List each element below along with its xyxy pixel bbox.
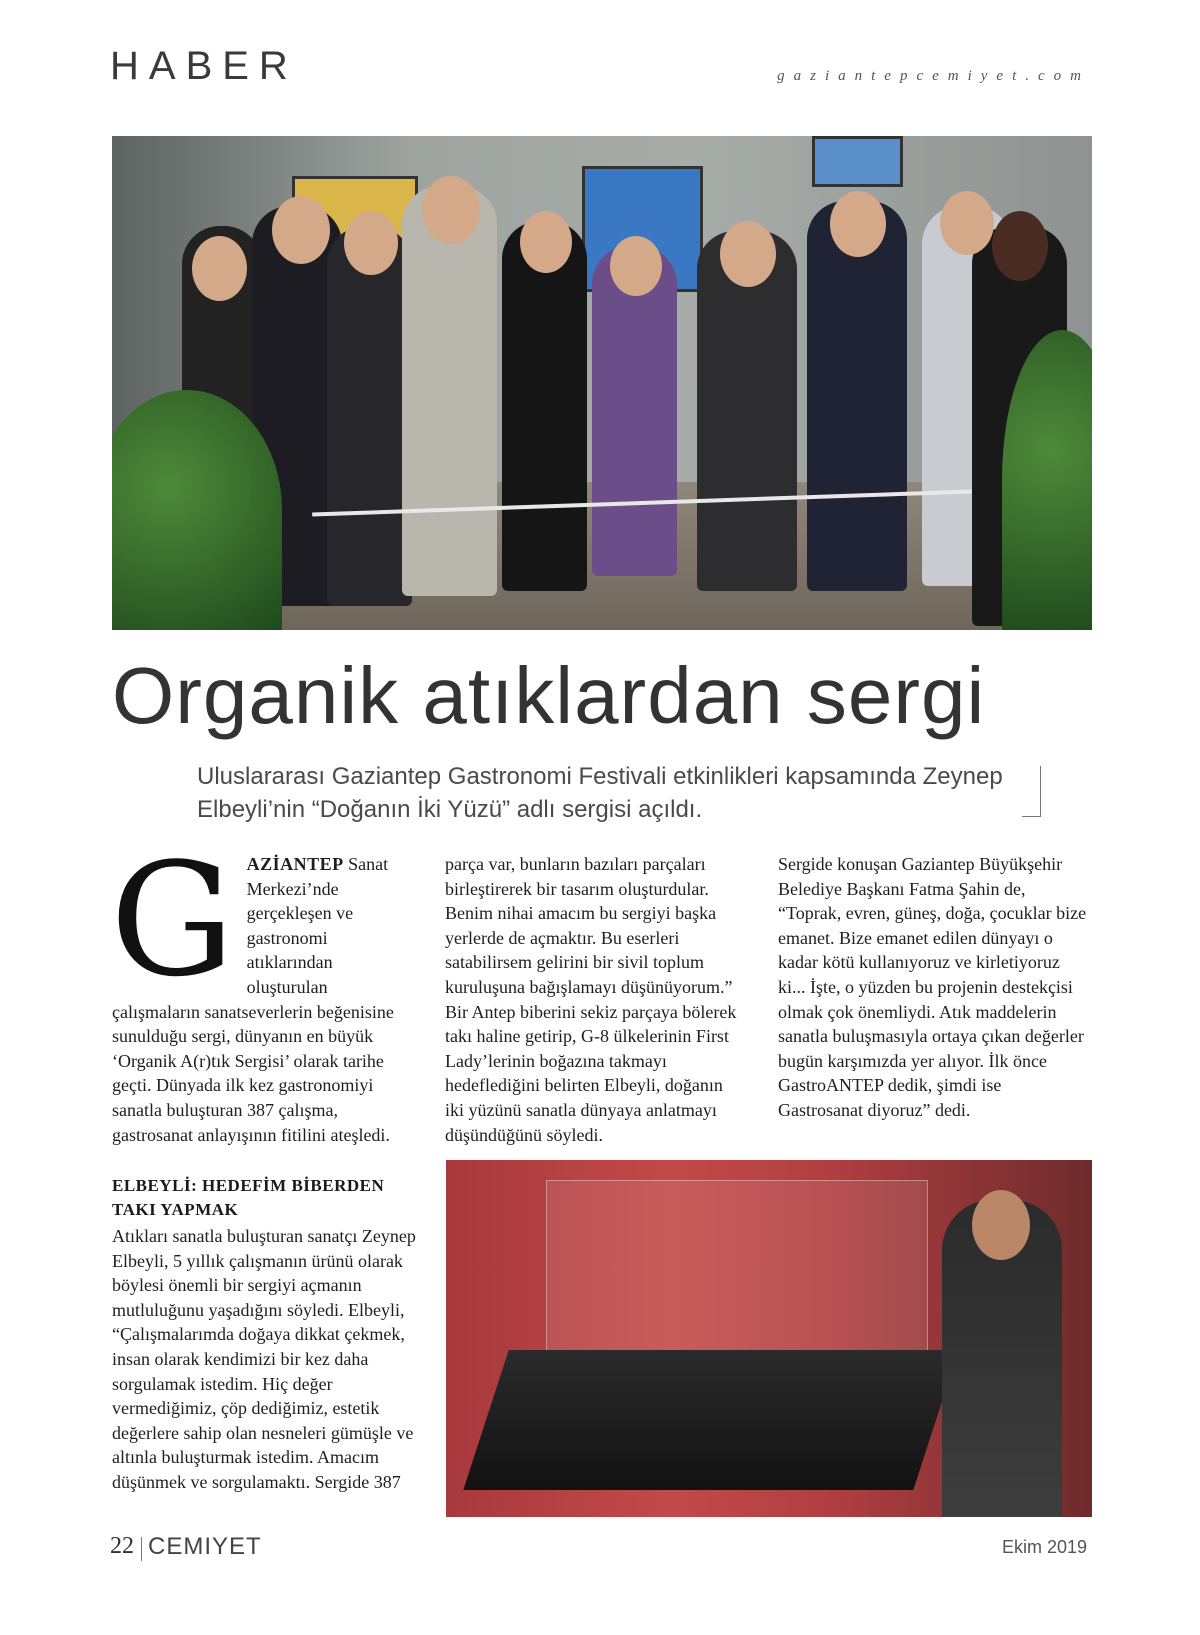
footer-separator (141, 1537, 142, 1561)
article-column-2 (445, 852, 745, 1147)
guest-head (940, 191, 994, 255)
display-case (463, 1350, 958, 1490)
guest-head (192, 236, 247, 301)
guest-person (402, 186, 497, 596)
guest-head (610, 236, 662, 296)
subtitle-bracket (1022, 766, 1041, 817)
paragraph: parça var, bunların bazıları parçaları birleştirerek bir tasarım oluşturdular. Benim nihai amacım bu sergiyi başka yerlerde de açmaktır. Bu eserleri satabilirsem gelirini bir sivil toplum kuruluşuna bağışlamayı düşünüyorum.” Bir Antep biberini sekiz parçaya bölerek takı haline getirip, G-8 ülkelerinin First Lady’lerinin boğazına takmayı hedeflediğini belirten Elbeyli, doğanın iki yüzünü sanatla dünyaya anlatmayı düşündüğünü söyledi. (445, 854, 737, 1145)
guest-person (502, 221, 587, 591)
article-subtitle: Uluslararası Gaziantep Gastronomi Festivali etkinlikleri kapsamında Zeynep Elbeyli’nin “Doğanın İki Yüzü” adlı sergisi açıldı. (197, 763, 1003, 823)
article-title: Organik atıklardan sergi (112, 651, 986, 740)
paragraph: Atıkları sanatla buluşturan sanatçı Zeynep Elbeyli, 5 yıllık çalışmanın ürünü olarak böylesi önemli bir sergiyi açmanın mutluluğunu yaşadığını söyledi. Elbeyli, “Çalışmalarımda doğaya dikkat çekmek, insan olarak kendimizi bir kez daha sorgulamak istedim. Hiç değer vermediğimiz, çöp dediğimiz, estetik değerlere sahip olan nesneleri gümüşle ve altınla buluşturmak istedim. Amacım düşünmek ve sorgulamaktı. Sergide 387 (112, 1226, 416, 1492)
guest-head (344, 211, 398, 275)
magazine-name: CEMIYET (148, 1533, 262, 1560)
paragraph: Sergide konuşan Gaziantep Büyükşehir Belediye Başkanı Fatma Şahin de, “Toprak, evren, güneş, doğa, çocuklar bize emanet. Bize emanet edilen dünyayı o kadar kötü kullanıyoruz ve kirletiyoruz ki... İşte, o yüzden bu projenin destekçisi olmak çok önemliydi. Atık maddelerin sanatla buluşmasıyla ortaya çıkan değerler bugün karşımızda yer alıyor. İlk önce GastroANTEP dedik, şimdi ise Gastrosanat diyoruz” dedi. (778, 854, 1087, 1120)
website-url[interactable]: gaziantepcemiyet.com (777, 68, 1090, 84)
article-subheading: ELBEYLİ: HEDEFİM BİBERDEN TAKI YAPMAK (112, 1176, 385, 1219)
guest-head (272, 196, 330, 264)
guest-head (720, 221, 776, 287)
lead-strong: AZİANTEP (246, 854, 344, 874)
section-label: HABER (110, 44, 298, 88)
visitor-head (972, 1190, 1030, 1260)
guest-head (422, 176, 480, 244)
article-column-1 (110, 829, 412, 1147)
guest-head (830, 191, 886, 257)
drop-cap: G (110, 829, 235, 1011)
guest-head (992, 211, 1048, 281)
painting-boat (812, 136, 903, 187)
guest-head (520, 211, 572, 273)
jewelry-display-photo (446, 1160, 1092, 1517)
lead-text: Sanat Merkezi’nde gerçekleşen ve gastronomi atıklarından oluşturulan çalışmaların sanatseverlerin beğenisine sunulduğu sergi, dünyanın en büyük ‘Organik A(r)tık Sergisi’ olarak tarihe geçti. Dünyada ilk kez gastronomiyi sanatla buluşturan 387 çalışma, gastrosanat anlayışının fitilini ateşledi. (112, 854, 394, 1145)
article-column-1b (112, 1224, 417, 1495)
guest-person (807, 201, 907, 591)
page-number: 22 (110, 1533, 134, 1559)
ribbon-cutting-photo (112, 136, 1092, 630)
guest-person (327, 226, 412, 606)
issue-date: Ekim 2019 (1001, 1537, 1087, 1557)
article-column-3 (778, 852, 1088, 1123)
